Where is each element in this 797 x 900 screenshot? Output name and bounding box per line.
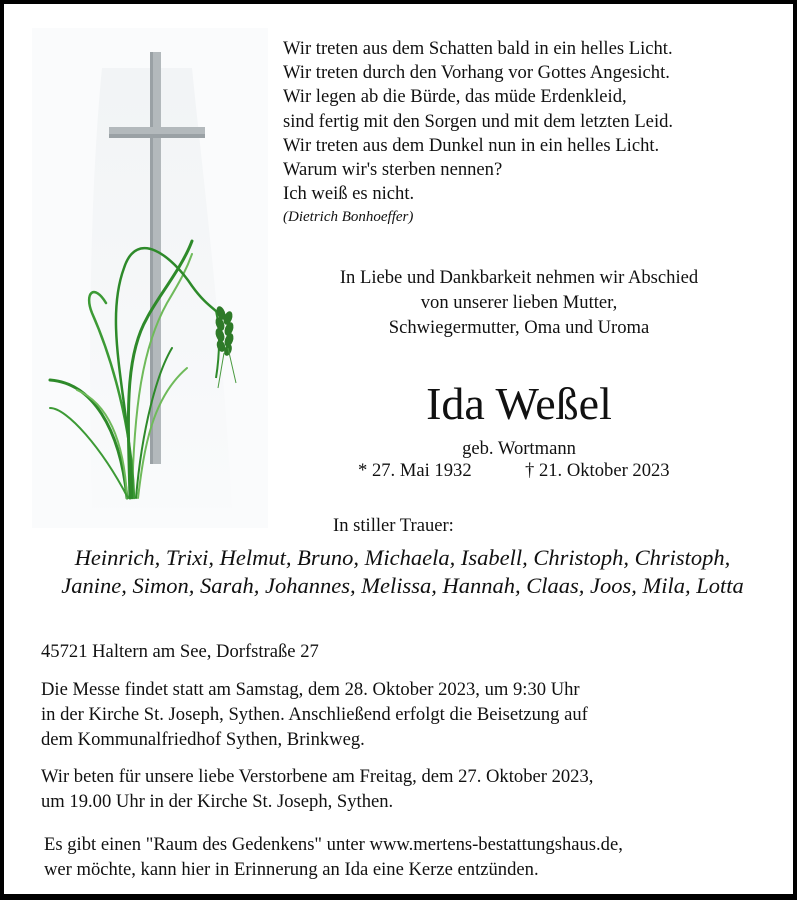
poem-author: (Dietrich Bonhoeffer) bbox=[283, 209, 414, 226]
poem-line: Ich weiß es nicht. bbox=[283, 183, 415, 205]
mourners-list bbox=[24, 544, 781, 600]
deceased-name: Ida Weßel bbox=[426, 378, 612, 429]
address: 45721 Haltern am See, Dorfstraße 27 bbox=[41, 641, 319, 662]
prayer-line: Wir beten für unsere liebe Verstorbene am Freitag, dem 27. Oktober 2023, bbox=[41, 766, 594, 787]
mass-line: in der Kirche St. Joseph, Sythen. Anschließend erfolgt die Beisetzung auf bbox=[41, 704, 588, 726]
mourning-heading: In stiller Trauer: bbox=[333, 515, 454, 536]
mass-info bbox=[41, 677, 588, 753]
poem-line: sind fertig mit den Sorgen und mit dem letzten Leid. bbox=[283, 110, 674, 132]
mourners-line: Heinrich, Trixi, Helmut, Bruno, Michaela, Isabell, Christoph, Christoph, bbox=[74, 545, 731, 570]
mourners-line: Janine, Simon, Sarah, Johannes, Melissa, Hannah, Claas, Joos, Mila, Lotta bbox=[61, 573, 744, 598]
memorial-info bbox=[44, 832, 623, 882]
farewell-text bbox=[294, 265, 744, 340]
prayer-info bbox=[41, 764, 593, 814]
farewell-line: Schwiegermutter, Oma und Uroma bbox=[388, 317, 650, 338]
maiden-name: geb. Wortmann bbox=[462, 438, 576, 459]
poem-line: Wir treten aus dem Schatten bald in ein helles Licht. bbox=[283, 38, 673, 59]
poem bbox=[283, 37, 763, 227]
mass-line: Die Messe findet statt am Samstag, dem 28. Oktober 2023, um 9:30 Uhr bbox=[41, 679, 580, 700]
farewell-line: In Liebe und Dankbarkeit nehmen wir Abschied bbox=[339, 267, 699, 288]
memorial-line: wer möchte, kann hier in Erinnerung an Ida eine Kerze entzünden. bbox=[44, 859, 539, 880]
poem-line: Wir treten aus dem Dunkel nun in ein helles Licht. bbox=[283, 134, 660, 156]
cross-with-grass-illustration bbox=[32, 28, 268, 528]
prayer-line: um 19.00 Uhr in der Kirche St. Joseph, Sythen. bbox=[41, 791, 394, 812]
poem-line: Warum wir's sterben nennen? bbox=[283, 159, 503, 181]
mass-line: dem Kommunalfriedhof Sythen, Brinkweg. bbox=[41, 729, 365, 751]
farewell-line: von unserer lieben Mutter, bbox=[420, 292, 618, 313]
birth-date: * 27. Mai 1932 bbox=[358, 460, 472, 481]
death-date: † 21. Oktober 2023 bbox=[525, 460, 670, 481]
memorial-line: Es gibt einen "Raum des Gedenkens" unter www.mertens-bestattungshaus.de, bbox=[44, 834, 623, 855]
poem-line: Wir legen ab die Bürde, das müde Erdenkleid, bbox=[283, 86, 627, 108]
poem-line: Wir treten durch den Vorhang vor Gottes Angesicht. bbox=[283, 62, 670, 84]
